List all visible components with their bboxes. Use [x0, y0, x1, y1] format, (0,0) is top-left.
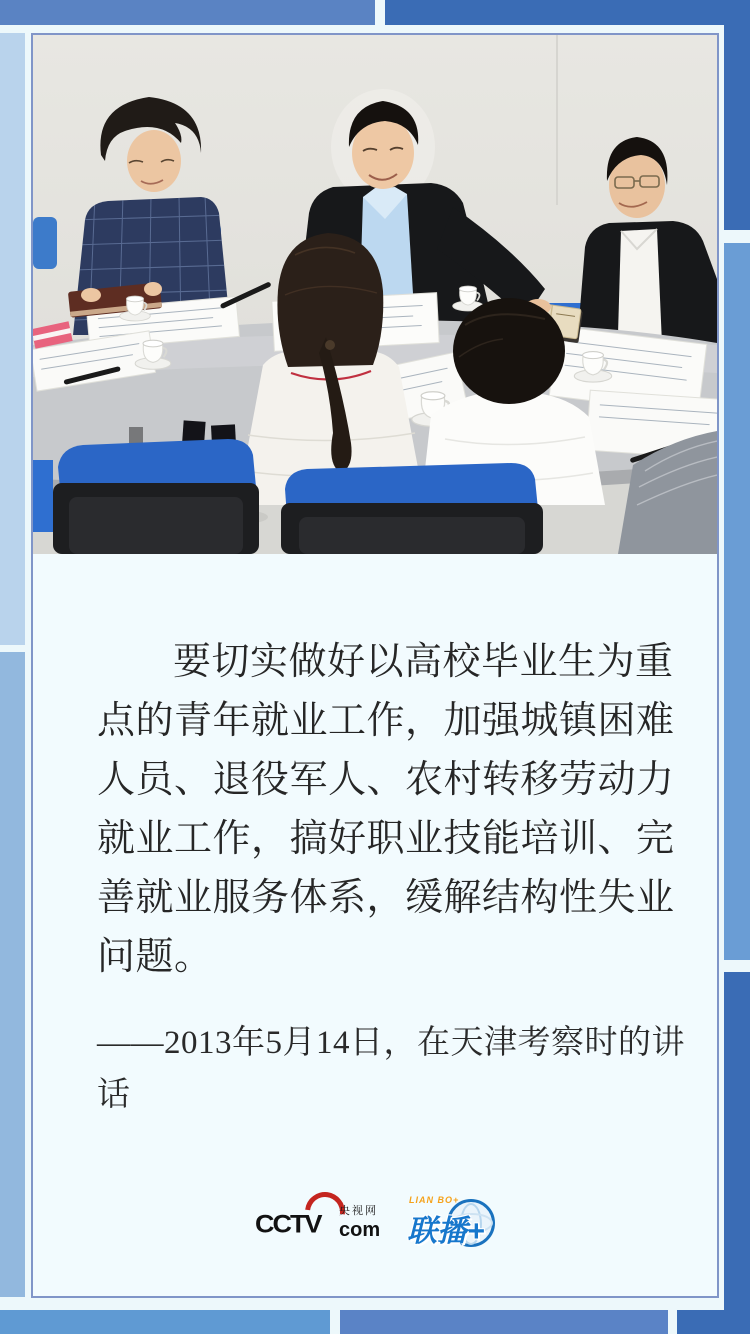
cctv-domain-label: com [339, 1219, 381, 1241]
deco-bar-bottom-right [677, 1310, 750, 1334]
cctv-cn-label: 央视网 [339, 1205, 378, 1217]
content-card [31, 33, 719, 1298]
deco-strip-right-mid [724, 243, 750, 960]
lianbo-en-label: LIAN BO+ [409, 1195, 460, 1205]
attribution-line: ——2013年5月14日，在天津考察时的讲 [97, 1025, 685, 1061]
deco-strip-right-top [724, 0, 750, 230]
deco-bar-top-left [0, 0, 375, 25]
quote-line: 点的青年就业工作，加强城镇困难 [97, 700, 675, 742]
logo-row [33, 1195, 717, 1251]
quote-line: 就业工作，搞好职业技能培训、完 [97, 818, 675, 860]
deco-strip-left-bottom [0, 652, 25, 1297]
attribution-line: 话 [97, 1077, 131, 1113]
quote-block [97, 633, 675, 987]
deco-strip-left-top [0, 33, 25, 645]
deco-strip-right-bottom [724, 972, 750, 1334]
quote-attribution [97, 1017, 685, 1121]
quote-line: 要切实做好以高校毕业生为重 [173, 641, 674, 683]
quote-line: 善就业服务体系，缓解结构性失业 [97, 877, 675, 919]
deco-bar-bottom-middle [340, 1310, 668, 1334]
quote-line: 人员、退役军人、农村转移劳动力 [97, 759, 675, 801]
deco-bar-top-right [385, 0, 750, 25]
deco-bar-bottom-left [0, 1310, 330, 1334]
quote-line: 问题。 [97, 936, 213, 978]
meeting-photo [33, 35, 717, 554]
lianbo-plus-logo [407, 1195, 495, 1247]
cctv-com-logo [255, 1195, 381, 1245]
lianbo-cn-wordmark: 联播+ [407, 1215, 485, 1248]
cctv-wordmark: CCTV [255, 1210, 321, 1238]
